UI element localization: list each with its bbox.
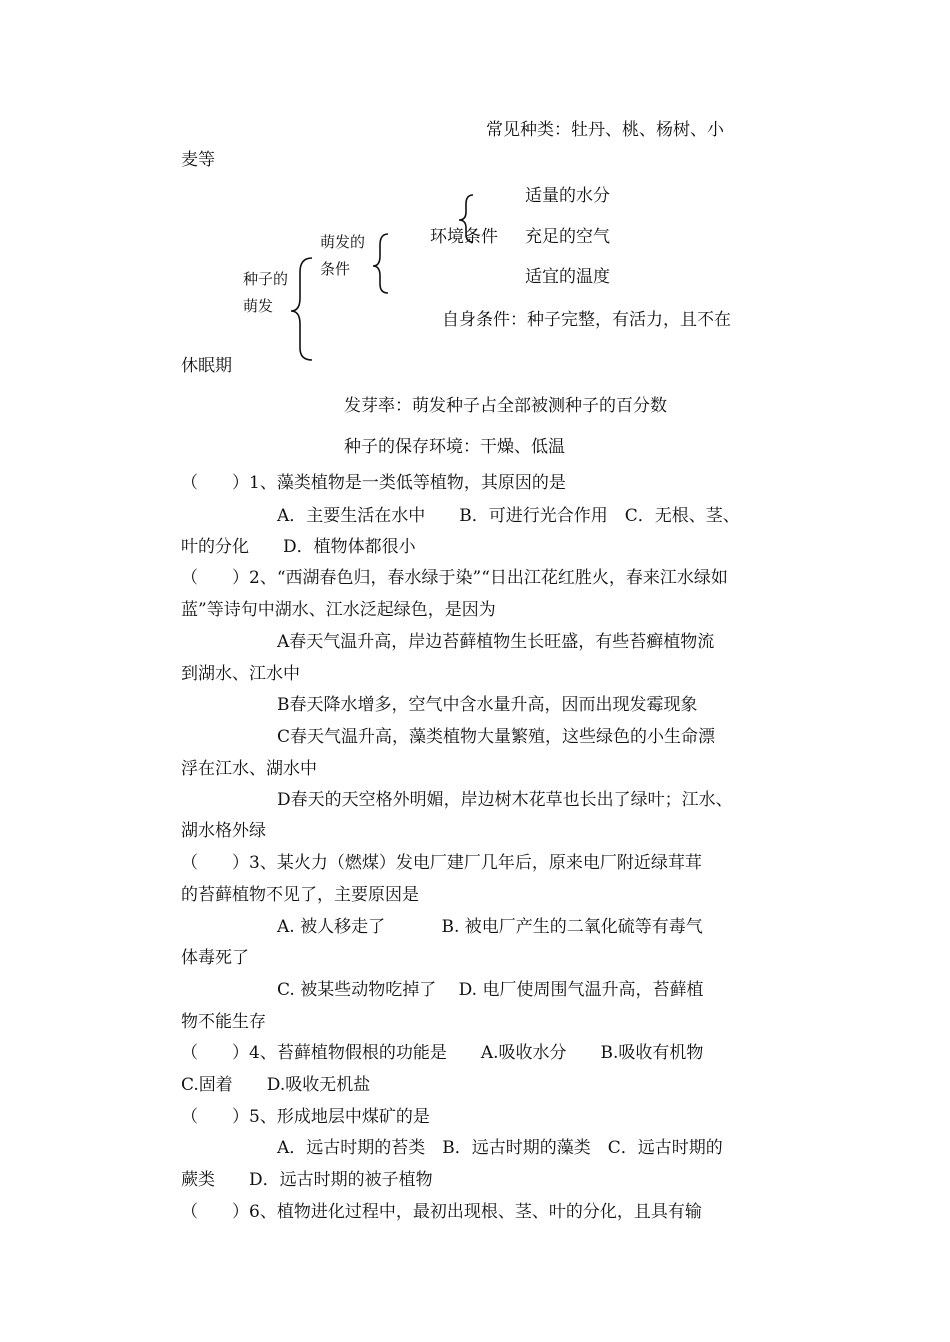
- root-label-2: 萌发: [243, 297, 274, 315]
- q1-options-1: A．主要生活在水中 B．可进行光合作用 C．无根、茎、: [277, 506, 740, 526]
- env-item-water: 适量的水分: [525, 186, 610, 206]
- species-line-1: 常见种类：牡丹、桃、杨树、小: [486, 120, 724, 140]
- species-line-2: 麦等: [181, 150, 215, 170]
- q5-options-1: A．远古时期的苔类 B．远古时期的藻类 C．远古时期的: [277, 1138, 723, 1158]
- self-condition-line-2: 休眠期: [181, 356, 232, 376]
- q2-option-d-2: 湖水格外绿: [181, 821, 266, 841]
- q1-options-2: 叶的分化 D．植物体都很小: [181, 537, 416, 557]
- root-label-1: 种子的: [243, 270, 289, 288]
- q3-options-cd-1: C. 被某些动物吃掉了 D. 电厂使周围气温升高，苔藓植: [277, 980, 704, 1000]
- q5-options-2: 蕨类 D．远古时期的被子植物: [181, 1170, 433, 1190]
- q2-option-a-1: A春天气温升高，岸边苔藓植物生长旺盛，有些苔癣植物流: [277, 632, 715, 652]
- env-item-air: 充足的空气: [525, 227, 610, 247]
- q2-stem-2: 蓝”等诗句中湖水、江水泛起绿色，是因为: [181, 600, 496, 620]
- q3-stem-2: 的苔藓植物不见了，主要原因是: [181, 885, 419, 905]
- env-item-temperature: 适宜的温度: [525, 267, 610, 287]
- environment-label: 环境条件: [430, 227, 498, 247]
- conditions-label-1: 萌发的: [320, 233, 366, 251]
- conditions-label-2: 条件: [320, 260, 351, 278]
- q2-option-a-2: 到湖水、江水中: [181, 664, 300, 684]
- q2-option-c-1: C春天气温升高，藻类植物大量繁殖，这些绿色的小生命漂: [277, 727, 716, 747]
- q3-stem-1: （ ）3、某火力（燃煤）发电厂建厂几年后，原来电厂附近绿茸茸: [181, 853, 702, 873]
- q2-option-d-1: D春天的天空格外明媚，岸边树木花草也长出了绿叶；江水、: [277, 790, 733, 810]
- germination-rate: 发芽率：萌发种子占全部被测种子的百分数: [344, 396, 667, 416]
- q2-stem-1: （ ）2、“西湖春色归，春水绿于染”“日出江花红胜火，春来江水绿如: [181, 568, 728, 588]
- q2-option-c-2: 浮在江水、湖水中: [181, 759, 317, 779]
- storage-environment: 种子的保存环境：干燥、低温: [344, 437, 565, 457]
- self-condition-line-1: 自身条件：种子完整，有活力，且不在: [442, 310, 731, 330]
- q2-option-b: B春天降水增多，空气中含水量升高，因而出现发霉现象: [277, 695, 698, 715]
- brace-seed-germination: [291, 258, 312, 360]
- q4-line-1: （ ）4、苔藓植物假根的功能是 A.吸收水分 B.吸收有机物: [181, 1043, 704, 1063]
- q3-options-ab-1: A. 被人移走了 B. 被电厂产生的二氧化硫等有毒气: [277, 917, 703, 937]
- q5-stem: （ ）5、形成地层中煤矿的是: [181, 1107, 430, 1127]
- brace-germination-conditions: [373, 234, 388, 293]
- diagram-braces: [0, 0, 950, 420]
- q3-options-cd-2: 物不能生存: [181, 1012, 266, 1032]
- q1-stem: （ ）1、藻类植物是一类低等植物，其原因的是: [181, 473, 566, 493]
- q6-stem: （ ）6、植物进化过程中，最初出现根、茎、叶的分化，且具有输: [181, 1202, 702, 1222]
- q3-options-ab-2: 体毒死了: [181, 948, 249, 968]
- q4-line-2: C.固着 D.吸收无机盐: [181, 1075, 371, 1095]
